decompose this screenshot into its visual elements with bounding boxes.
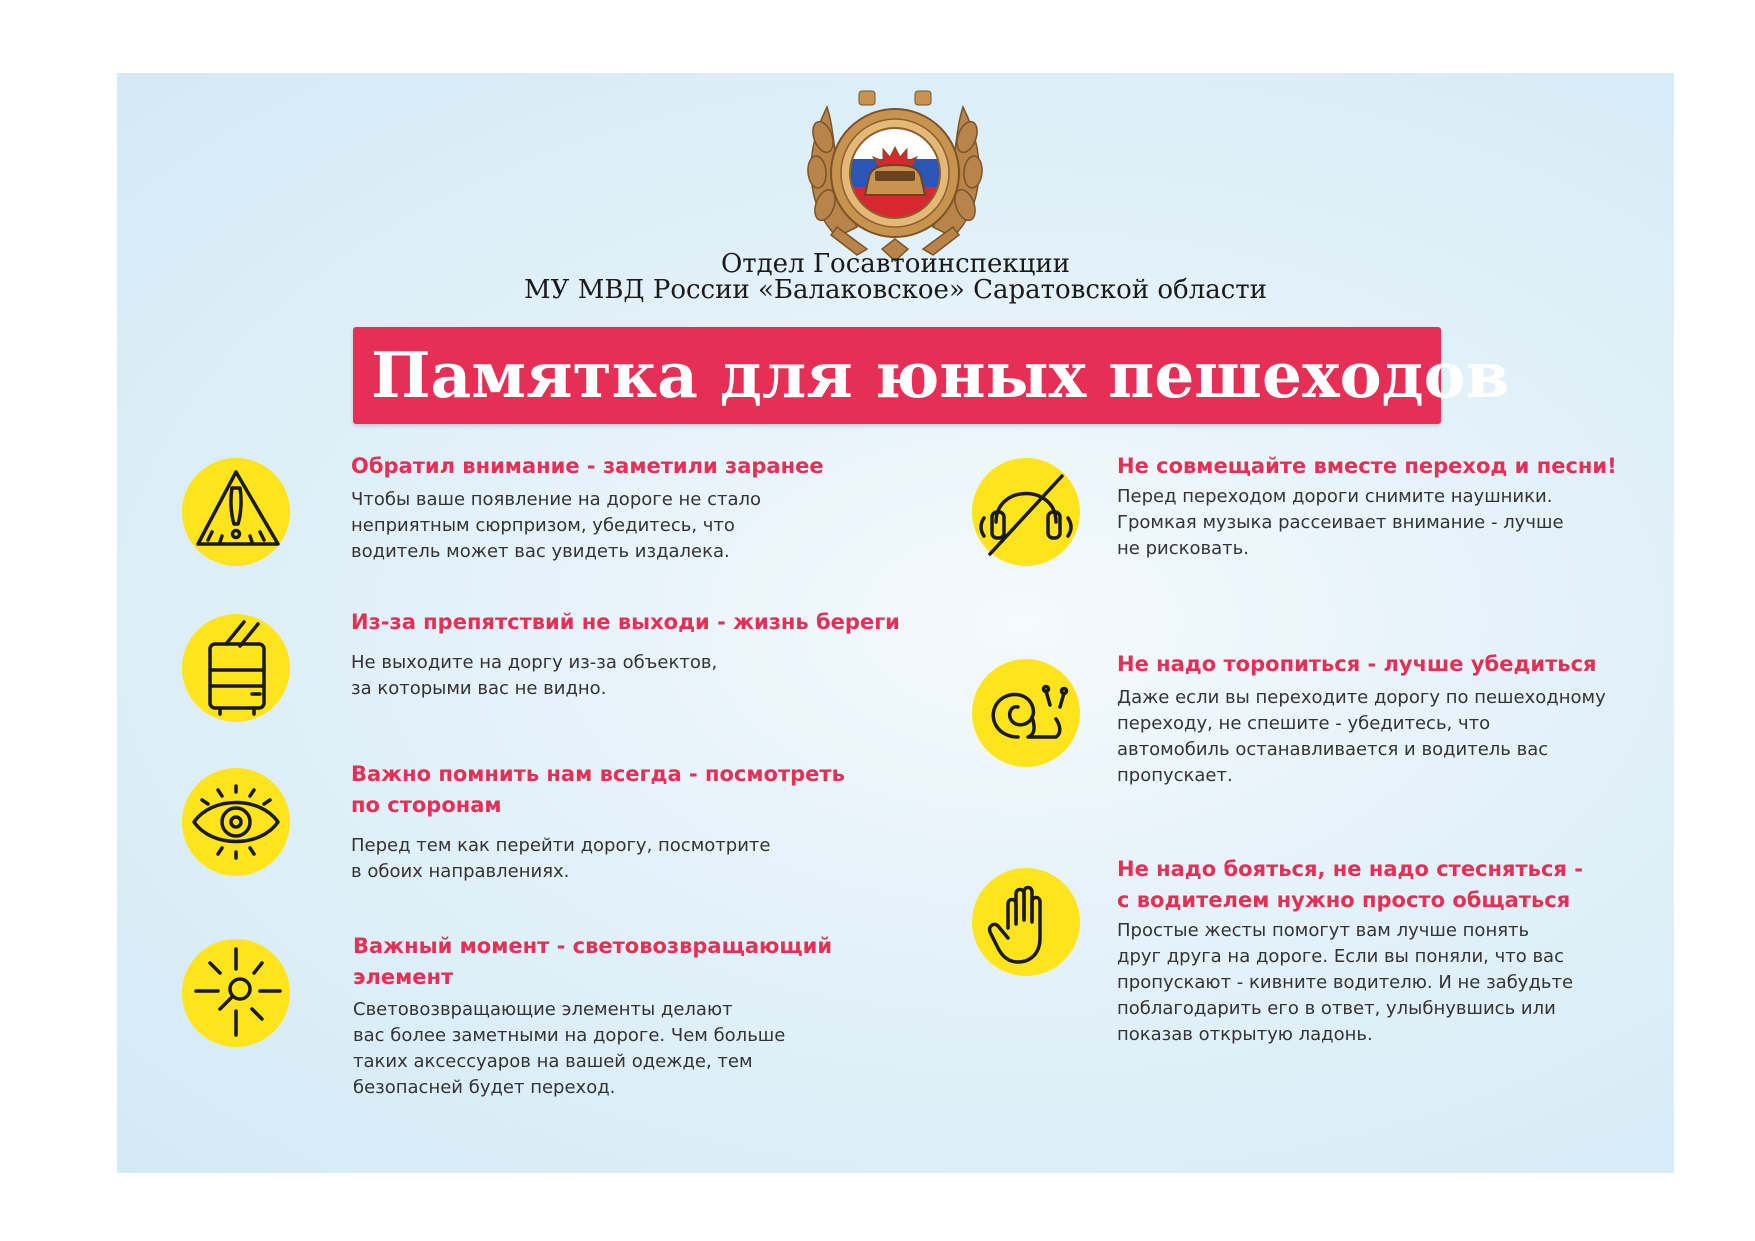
- item-text: в обоих направлениях.: [351, 861, 570, 882]
- item-text: вас более заметными на дороге. Чем больше: [353, 1025, 786, 1046]
- item-text: Даже если вы переходите дорогу по пешеходному: [1117, 687, 1606, 708]
- eye-icon: [182, 768, 290, 876]
- item-text: Световозвращающие элементы делают: [353, 999, 733, 1020]
- item-text: поблагодарить его в ответ, улыбнувшись или: [1117, 998, 1556, 1019]
- item-text: друг друга на дороге. Если вы поняли, что вас: [1117, 946, 1564, 967]
- item-title: по сторонам: [351, 793, 502, 817]
- item-text: водитель может вас увидеть издалека.: [351, 541, 730, 562]
- no-headphones-icon: [972, 458, 1080, 566]
- item-text: Чтобы ваше появление на дороге не стало: [351, 489, 762, 510]
- item-text: Простые жесты помогут вам лучше понять: [1117, 920, 1530, 941]
- item-text: показав открытую ладонь.: [1117, 1024, 1373, 1045]
- item-title: Из-за препятствий не выходи - жизнь береги: [351, 610, 900, 634]
- item-text: Не выходите на доргу из-за объектов,: [351, 652, 718, 673]
- item-text: таких аксессуаров на вашей одежде, тем: [353, 1051, 753, 1072]
- item-title: Не совмещайте вместе переход и песни!: [1117, 454, 1617, 478]
- warning-triangle-icon: [182, 458, 290, 566]
- item-text: за которыми вас не видно.: [351, 678, 607, 699]
- reflector-icon: [182, 939, 290, 1047]
- item-title: Важно помнить нам всегда - посмотреть: [351, 762, 845, 786]
- item-title: Важный момент - световозвращающий: [353, 934, 833, 958]
- item-title: Не надо бояться, не надо стесняться -: [1117, 857, 1583, 881]
- list-item: [351, 607, 951, 702]
- snail-icon: [972, 659, 1080, 767]
- list-item: [1117, 854, 1677, 1048]
- item-text: переходу, не спешите - убедитесь, что: [1117, 713, 1491, 734]
- item-text: пропускает.: [1117, 765, 1233, 786]
- item-title: Не надо торопиться - лучше убедиться: [1117, 652, 1597, 676]
- item-title: элемент: [353, 965, 454, 989]
- ministry-name: МУ МВД России «Балаковское» Саратовской области: [524, 275, 1267, 305]
- department-name: Отдел Госавтоинспекции: [720, 249, 1071, 279]
- title-banner: [353, 327, 1510, 424]
- traffic-police-emblem: [797, 77, 993, 263]
- item-text: автомобиль останавливается и водитель вас: [1117, 739, 1549, 760]
- item-text: не рисковать.: [1117, 538, 1249, 559]
- memo-poster: [117, 73, 1674, 1173]
- item-text: безопасней будет переход.: [353, 1077, 616, 1098]
- list-item: [351, 759, 911, 885]
- list-item: [353, 931, 913, 1101]
- page-title: Памятка для юных пешеходов: [371, 338, 1510, 412]
- item-text: пропускают - кивните водителю. И не забудьте: [1117, 972, 1574, 993]
- item-text: неприятным сюрпризом, убедитесь, что: [351, 515, 735, 536]
- item-text: Громкая музыка рассеивает внимание - лучше: [1117, 512, 1564, 533]
- item-title: с водителем нужно просто общаться: [1117, 888, 1571, 912]
- item-title: Обратил внимание - заметили заранее: [351, 454, 824, 478]
- bus-icon: [182, 614, 290, 722]
- list-item: [351, 451, 911, 565]
- item-text: Перед переходом дороги снимите наушники.: [1117, 486, 1553, 507]
- list-item: [1117, 451, 1657, 562]
- raised-hand-icon: [972, 868, 1080, 976]
- item-text: Перед тем как перейти дорогу, посмотрите: [351, 835, 771, 856]
